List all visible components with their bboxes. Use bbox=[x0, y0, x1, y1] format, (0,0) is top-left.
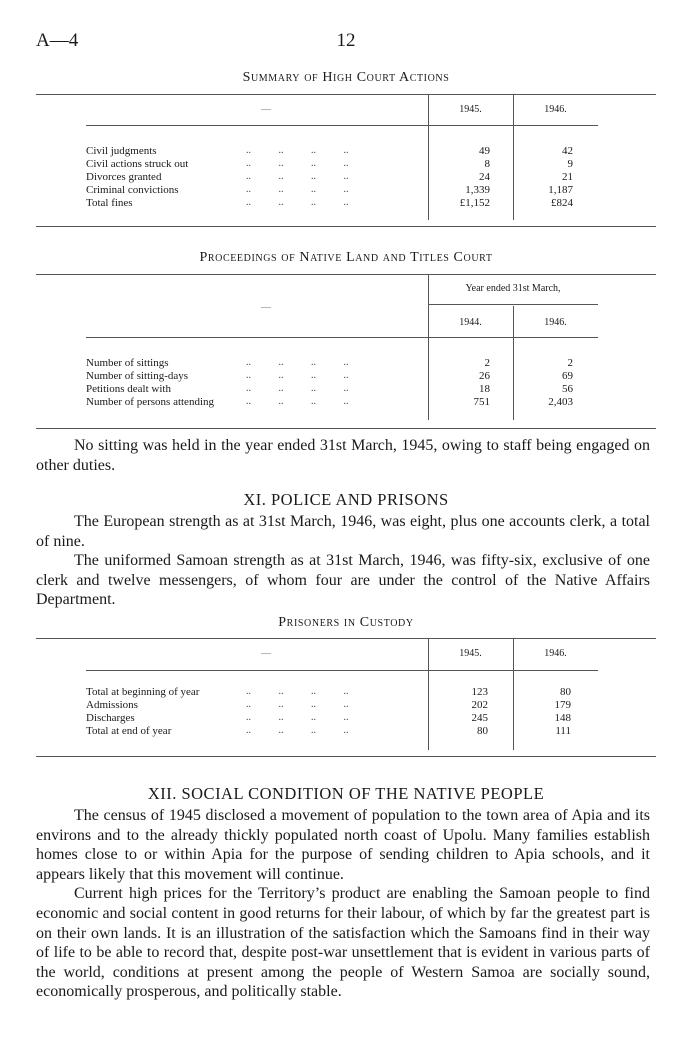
stub-header: — bbox=[261, 104, 271, 115]
prisoners-table bbox=[86, 638, 656, 758]
section-police-prisons-body bbox=[36, 512, 650, 610]
cell-1946: 111 bbox=[555, 725, 571, 737]
table-bottom-rule bbox=[36, 226, 656, 227]
paragraph: No sitting was held in the year ended 31st March, 1945, owing to staff being engaged on other duties. bbox=[36, 437, 650, 474]
header-rule bbox=[86, 670, 598, 671]
row-label: Number of sittings bbox=[86, 357, 169, 369]
paragraph: The European strength as at 31st March, 1946, was eight, plus one accounts clerk, a total of nine. bbox=[36, 513, 650, 550]
cell-1944: 26 bbox=[479, 370, 490, 382]
table-row: Admissions .. .. .. .. 202 179 bbox=[86, 699, 571, 711]
row-label: Civil actions struck out bbox=[86, 158, 189, 170]
group-header: Year ended 31st March, bbox=[465, 283, 561, 294]
cell-1946: 148 bbox=[554, 712, 571, 724]
table3-caption: Prisoners in Custody bbox=[278, 615, 414, 630]
cell-1946: 56 bbox=[562, 383, 573, 395]
cell-1946: £824 bbox=[551, 197, 573, 209]
cell-1946: 80 bbox=[560, 686, 571, 698]
table-row: Number of sittings .. .. .. .. 2 2 bbox=[86, 357, 573, 369]
table2-caption: Proceedings of Native Land and Titles Court bbox=[199, 250, 493, 265]
cell-1946: 1,187 bbox=[548, 184, 573, 196]
cell-1945: 1,339 bbox=[465, 184, 490, 196]
document-reference: A—4 bbox=[36, 30, 79, 51]
row-label: Discharges bbox=[86, 712, 135, 724]
row-label: Total at beginning of year bbox=[86, 686, 200, 698]
cell-1946: 69 bbox=[562, 370, 573, 382]
col-header-1946: 1946. bbox=[544, 104, 567, 115]
cell-1945: 245 bbox=[471, 712, 488, 724]
high-court-table bbox=[86, 94, 656, 230]
group-rule bbox=[428, 304, 598, 305]
col-header-1946: 1946. bbox=[544, 317, 567, 328]
cell-1945: 24 bbox=[479, 171, 490, 183]
cell-1944: 18 bbox=[479, 383, 490, 395]
section-heading-social-condition: XII. SOCIAL CONDITION OF THE NATIVE PEOPLE bbox=[147, 784, 545, 803]
page-number: 12 bbox=[336, 30, 356, 51]
table-row: Total at end of year .. .. .. .. 80 111 bbox=[86, 725, 571, 737]
table-bottom-rule bbox=[36, 756, 656, 757]
paragraph: The census of 1945 disclosed a movement of population to the town area of Apia and its environs and to the already thickly populated north coast of Upolu. Many families establish homes close to or within Apia for the purpose of sending children to Apia schools, and it appears likely that this movement will continue. bbox=[36, 807, 650, 883]
section-heading-police-prisons: XI. POLICE AND PRISONS bbox=[243, 490, 449, 509]
table-top-rule bbox=[36, 94, 656, 95]
cell-1946: 2 bbox=[567, 357, 573, 369]
table-row: Civil actions struck out .. .. .. .. 8 9 bbox=[86, 158, 573, 170]
table-top-rule bbox=[36, 274, 656, 275]
no-sitting-note bbox=[36, 436, 650, 475]
table1-caption: Summary of High Court Actions bbox=[242, 70, 450, 85]
cell-1946: 21 bbox=[562, 171, 573, 183]
stub-header: — bbox=[261, 302, 271, 313]
cell-1946: 2,403 bbox=[548, 396, 573, 408]
paragraph: The uniformed Samoan strength as at 31st March, 1946, was fifty-six, exclusive of one clerk and twelve messengers, of whom four are under the control of the Native Affairs Department. bbox=[36, 552, 650, 609]
cell-1945: 80 bbox=[477, 725, 488, 737]
col-header-1945: 1945. bbox=[459, 648, 482, 659]
table-row: Criminal convictions .. .. .. .. 1,339 1,187 bbox=[86, 184, 573, 196]
cell-1946: 9 bbox=[567, 158, 573, 170]
cell-1946: 179 bbox=[554, 699, 571, 711]
table-row: Civil judgments .. .. .. .. 49 42 bbox=[86, 145, 573, 157]
row-label: Number of persons attending bbox=[86, 396, 214, 408]
cell-1945: 8 bbox=[484, 158, 490, 170]
header-rule bbox=[86, 337, 598, 338]
table-row: Total at beginning of year .. .. .. .. 123 80 bbox=[86, 686, 571, 698]
table-row: Number of persons attending .. .. .. .. 751 2,403 bbox=[86, 396, 573, 408]
cell-1945: 202 bbox=[471, 699, 488, 711]
row-label: Total fines bbox=[86, 197, 133, 209]
page-header bbox=[36, 30, 656, 54]
row-label: Civil judgments bbox=[86, 145, 157, 157]
cell-1944: 2 bbox=[484, 357, 490, 369]
col-header-1944: 1944. bbox=[459, 317, 482, 328]
row-label: Petitions dealt with bbox=[86, 383, 171, 395]
header-rule bbox=[86, 125, 598, 126]
row-label: Admissions bbox=[86, 699, 138, 711]
table-row: Discharges .. .. .. .. 245 148 bbox=[86, 712, 571, 724]
row-label: Number of sitting-days bbox=[86, 370, 189, 382]
cell-1945: £1,152 bbox=[459, 197, 490, 209]
col-header-1945: 1945. bbox=[459, 104, 482, 115]
row-label: Total at end of year bbox=[86, 725, 172, 737]
land-titles-court-table bbox=[86, 274, 656, 432]
col-header-1946: 1946. bbox=[544, 648, 567, 659]
table-bottom-rule bbox=[36, 428, 656, 429]
cell-1946: 42 bbox=[562, 145, 573, 157]
cell-1944: 751 bbox=[473, 396, 490, 408]
cell-1945: 49 bbox=[479, 145, 490, 157]
section-social-condition-body bbox=[36, 806, 650, 1002]
table-row: Divorces granted .. .. .. .. 24 21 bbox=[86, 171, 573, 183]
row-label: Divorces granted bbox=[86, 171, 162, 183]
cell-1945: 123 bbox=[471, 686, 488, 698]
table-top-rule bbox=[36, 638, 656, 639]
paragraph: Current high prices for the Territory’s product are enabling the Samoan people to find economic and social content in good returns for their labour, of which by far the greatest part is on their own lands. It is an illustration of the satisfaction which the Samoans find in their way of life to be able to record that, despite post-war unsettlement that is evident in various parts of the world, conditions at present among the people of Western Samoa are socially sound, economically prosperous, and politically stable. bbox=[36, 885, 650, 1001]
stub-header: — bbox=[261, 648, 271, 659]
row-label: Criminal convictions bbox=[86, 184, 179, 196]
table-row: Total fines .. .. .. .. £1,152 £824 bbox=[86, 197, 573, 209]
table-row: Petitions dealt with .. .. .. .. 18 56 bbox=[86, 383, 573, 395]
table-row: Number of sitting-days .. .. .. .. 26 69 bbox=[86, 370, 573, 382]
